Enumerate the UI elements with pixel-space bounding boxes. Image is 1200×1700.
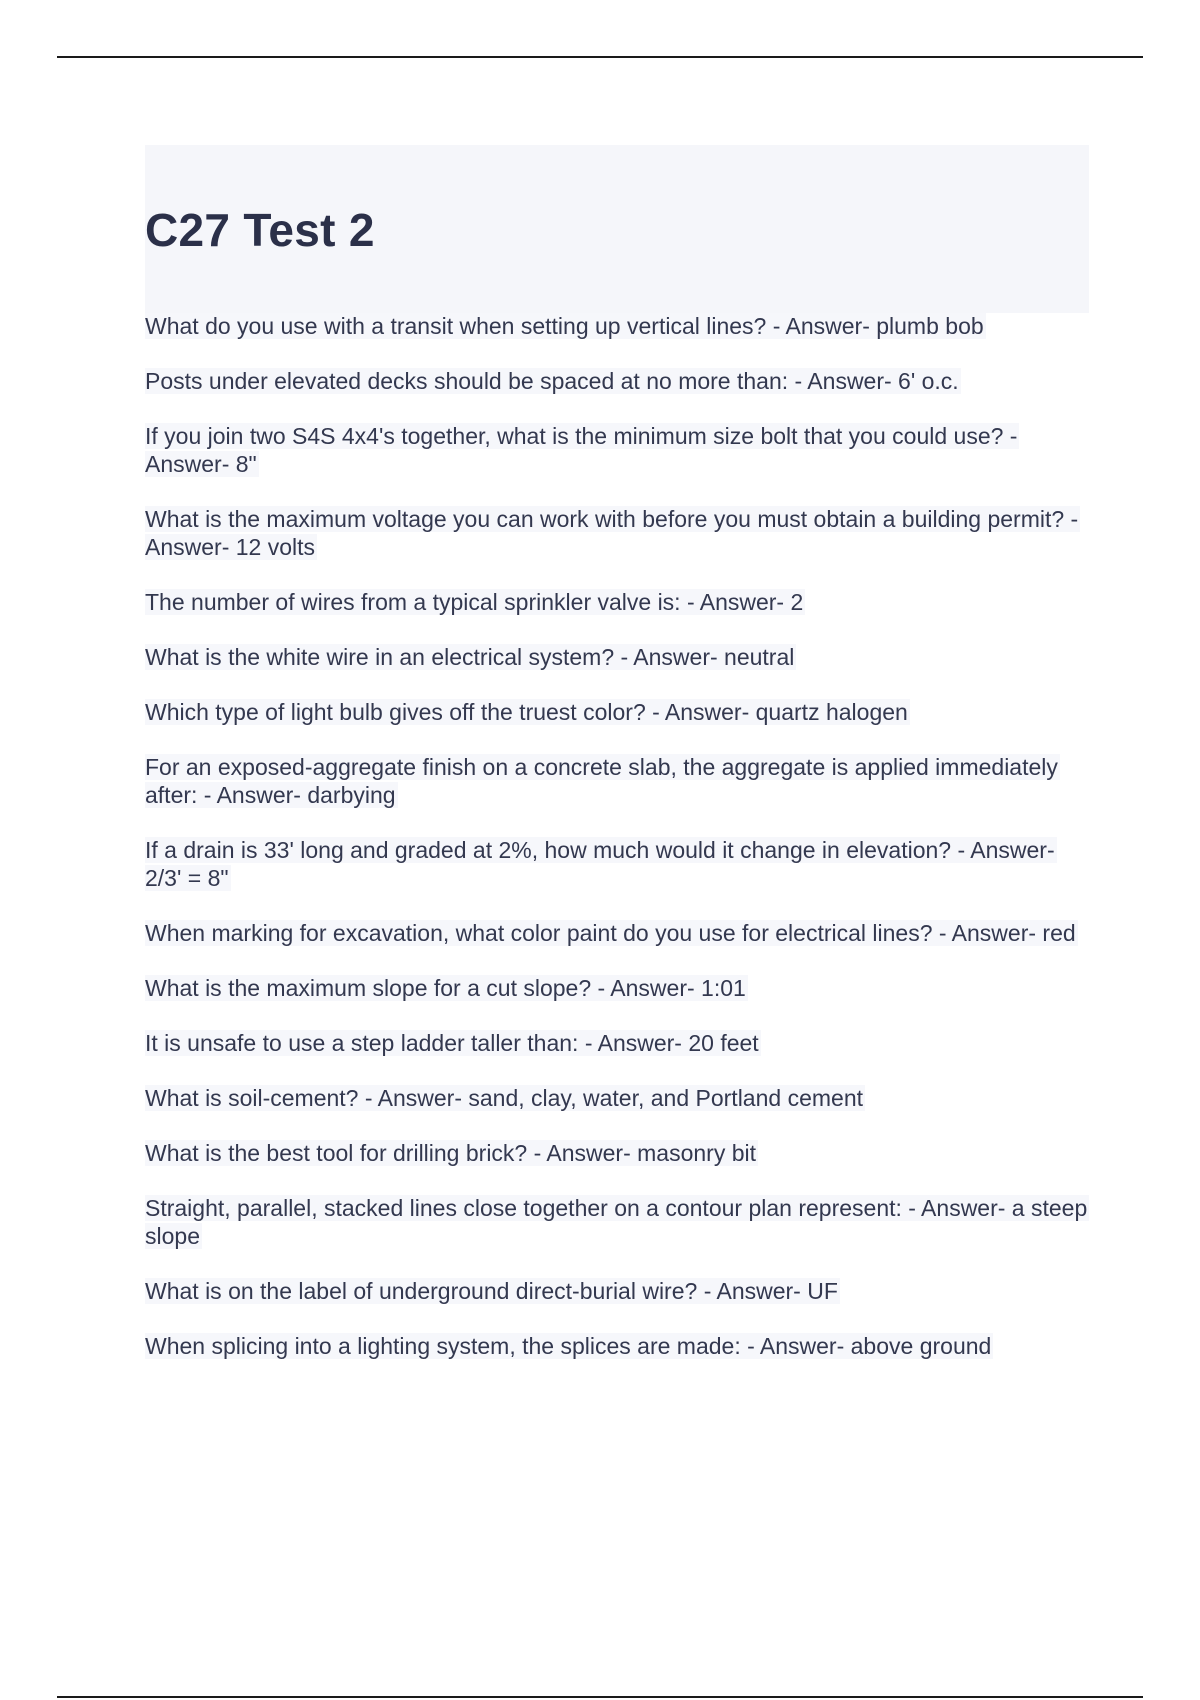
qa-text: For an exposed-aggregate finish on a concrete slab, the aggregate is applied immediately after: - Answer- darbying — [145, 754, 1058, 808]
qa-item — [145, 974, 1095, 1002]
qa-text: Straight, parallel, stacked lines close together on a contour plan represent: - Answer- a steep slope — [145, 1195, 1088, 1249]
bottom-rule — [57, 1696, 1143, 1698]
qa-text: If you join two S4S 4x4's together, what is the minimum size bolt that you could use? - Answer- 8" — [145, 423, 1018, 477]
qa-item — [145, 1139, 1095, 1167]
qa-item — [145, 919, 1095, 947]
qa-item — [145, 753, 1095, 809]
qa-text: The number of wires from a typical sprinkler valve is: - Answer- 2 — [145, 589, 804, 615]
qa-text: What is the maximum voltage you can work with before you must obtain a building permit? - Answer- 12 volts — [145, 506, 1079, 560]
qa-text: What is the white wire in an electrical system? - Answer- neutral — [145, 644, 795, 670]
qa-text: What is the maximum slope for a cut slope? - Answer- 1:01 — [145, 975, 746, 1001]
qa-list — [145, 312, 1095, 1387]
qa-item — [145, 1029, 1095, 1057]
qa-item — [145, 1194, 1095, 1250]
qa-text: Which type of light bulb gives off the truest color? - Answer- quartz halogen — [145, 699, 908, 725]
qa-item — [145, 422, 1095, 478]
qa-item — [145, 588, 1095, 616]
qa-item — [145, 367, 1095, 395]
qa-item — [145, 1277, 1095, 1305]
qa-text: When marking for excavation, what color paint do you use for electrical lines? - Answer- red — [145, 920, 1076, 946]
qa-text: Posts under elevated decks should be spaced at no more than: - Answer- 6' o.c. — [145, 368, 959, 394]
qa-item — [145, 1084, 1095, 1112]
top-rule — [57, 56, 1143, 58]
qa-text: What is soil-cement? - Answer- sand, clay, water, and Portland cement — [145, 1085, 863, 1111]
qa-text: What do you use with a transit when setting up vertical lines? - Answer- plumb bob — [145, 313, 984, 339]
qa-text: If a drain is 33' long and graded at 2%, how much would it change in elevation? - Answer- 2/3' = 8" — [145, 837, 1055, 891]
qa-text: When splicing into a lighting system, the splices are made: - Answer- above ground — [145, 1333, 992, 1359]
qa-item — [145, 836, 1095, 892]
qa-item — [145, 643, 1095, 671]
qa-item — [145, 312, 1095, 340]
qa-text: What is on the label of underground direct-burial wire? - Answer- UF — [145, 1278, 838, 1304]
qa-text: It is unsafe to use a step ladder taller than: - Answer- 20 feet — [145, 1030, 759, 1056]
qa-item — [145, 505, 1095, 561]
qa-item — [145, 698, 1095, 726]
qa-item — [145, 1332, 1095, 1360]
page-title: C27 Test 2 — [145, 204, 375, 256]
qa-text: What is the best tool for drilling brick? - Answer- masonry bit — [145, 1140, 757, 1166]
